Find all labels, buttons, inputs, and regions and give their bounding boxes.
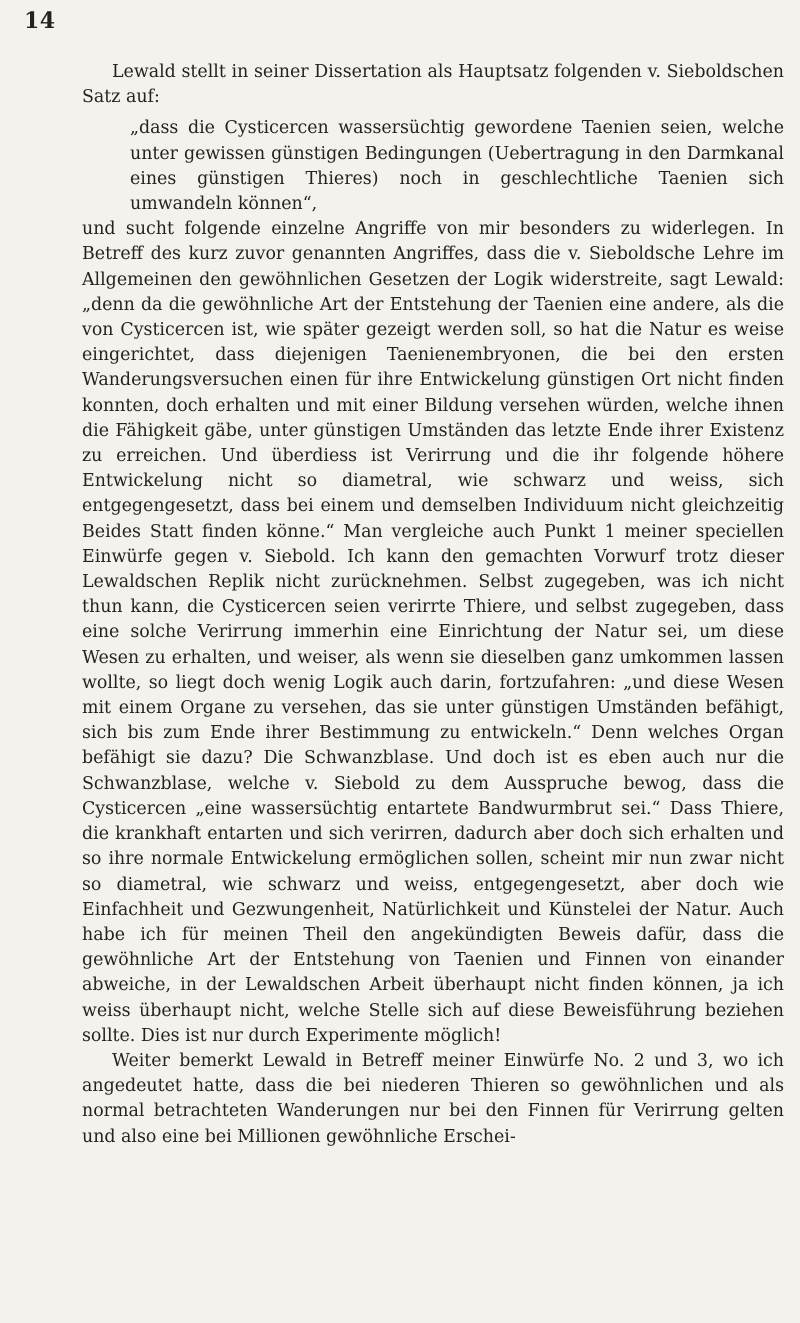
page-number: 14 [24,8,56,34]
paragraph-continuation: Weiter bemerkt Lewald in Betreff meiner Einwürfe No. 2 und 3, wo ich angedeutet hatte, dass die bei niederen Thieren so gewöhnlichen und als normal betrachteten Wanderungen nur bei den Finnen für Verirrung gelten und also eine bei Millionen gewöhnliche Erschei- [82,1050,784,1147]
paragraph-main: und sucht folgende einzelne Angriffe von mir besonders zu widerlegen. In Betreff des kurz zuvor genannten Angriffes, dass die v. Sieboldsche Lehre im Allgemeinen den gewöhnlichen Gesetzen der Logik widerstreite, sagt Lewald: „denn da die gewöhnliche Art der Entstehung der Taenien eine andere, als die von Cysticercen ist, wie später gezeigt werden soll, so hat die Natur es weise eingerichtet, dass diejenigen Taenienembryonen, die bei den ersten Wanderungsversuchen einen für ihre Entwickelung günstigen Ort nicht finden konnten, doch erhalten und mit einer Bildung versehen würden, welche ihnen die Fähigkeit gäbe, unter günstigen Umständen das letzte Ende ihrer Existenz zu erreichen. Und überdiess ist Verirrung und die ihr folgende höhere Entwickelung nicht so diametral, wie schwarz und weiss, sich entgegengesetzt, dass bei einem und demselben Individuum nicht gleichzeitig Beides Statt finden könne.“ Man vergleiche auch Punkt 1 meiner speciellen Einwürfe gegen v. Siebold. Ich kann den gemachten Vorwurf trotz dieser Lewaldschen Replik nicht zurücknehmen. Selbst zugegeben, was ich nicht thun kann, die Cysticercen seien verirrte Thiere, und selbst zugegeben, dass eine solche Verirrung immerhin eine Einrichtung der Natur sei, um diese Wesen zu erhalten, und weiser, als wenn sie dieselben ganz umkommen lassen wollte, so liegt doch wenig Logik auch darin, fortzufahren: „und diese Wesen mit einem Organe zu versehen, das sie unter günstigen Umständen befähigt, sich bis zum Ende ihrer Bestimmung zu entwickeln.“ Denn welches Organ befähigt sie dazu? Die Schwanzblase. Und doch ist es eben auch nur die Schwanzblase, welche v. Siebold zu dem Ausspruche bewog, dass die Cysticercen „eine wassersüchtig entartete Bandwurmbrut sei.“ Dass Thiere, die krankhaft entarten und sich verirren, dadurch aber doch sich erhalten und so ihre normale Entwickelung ermöglichen sollen, scheint mir nun zwar nicht so diametral, wie schwarz und weiss, entgegengesetzt, aber doch wie Einfachheit und Gezwungenheit, Natürlichkeit und Künstelei der Natur. Auch habe ich für meinen Theil den angekündigten Beweis dafür, dass die gewöhnliche Art der Entstehung von Taenien und Finnen von einander abweiche, in der Lewaldschen Arbeit überhaupt nicht finden können, ja ich weiss überhaupt nicht, welche Stelle sich auf diese Beweisführung beziehen sollte. Dies ist nur durch Experimente möglich! [82,219,784,1046]
block-quote: „dass die Cysticercen wassersüchtig gewordene Taenien seien, welche unter gewissen günstigen Bedingungen (Uebertragung in den Darmkanal eines günstigen Thieres) noch in geschlechtliche Taenien sich umwandeln können“, [130,118,784,215]
body-text [82,60,784,1150]
paragraph-intro: Lewald stellt in seiner Dissertation als Hauptsatz folgenden v. Sieboldschen Satz auf: [82,62,784,108]
